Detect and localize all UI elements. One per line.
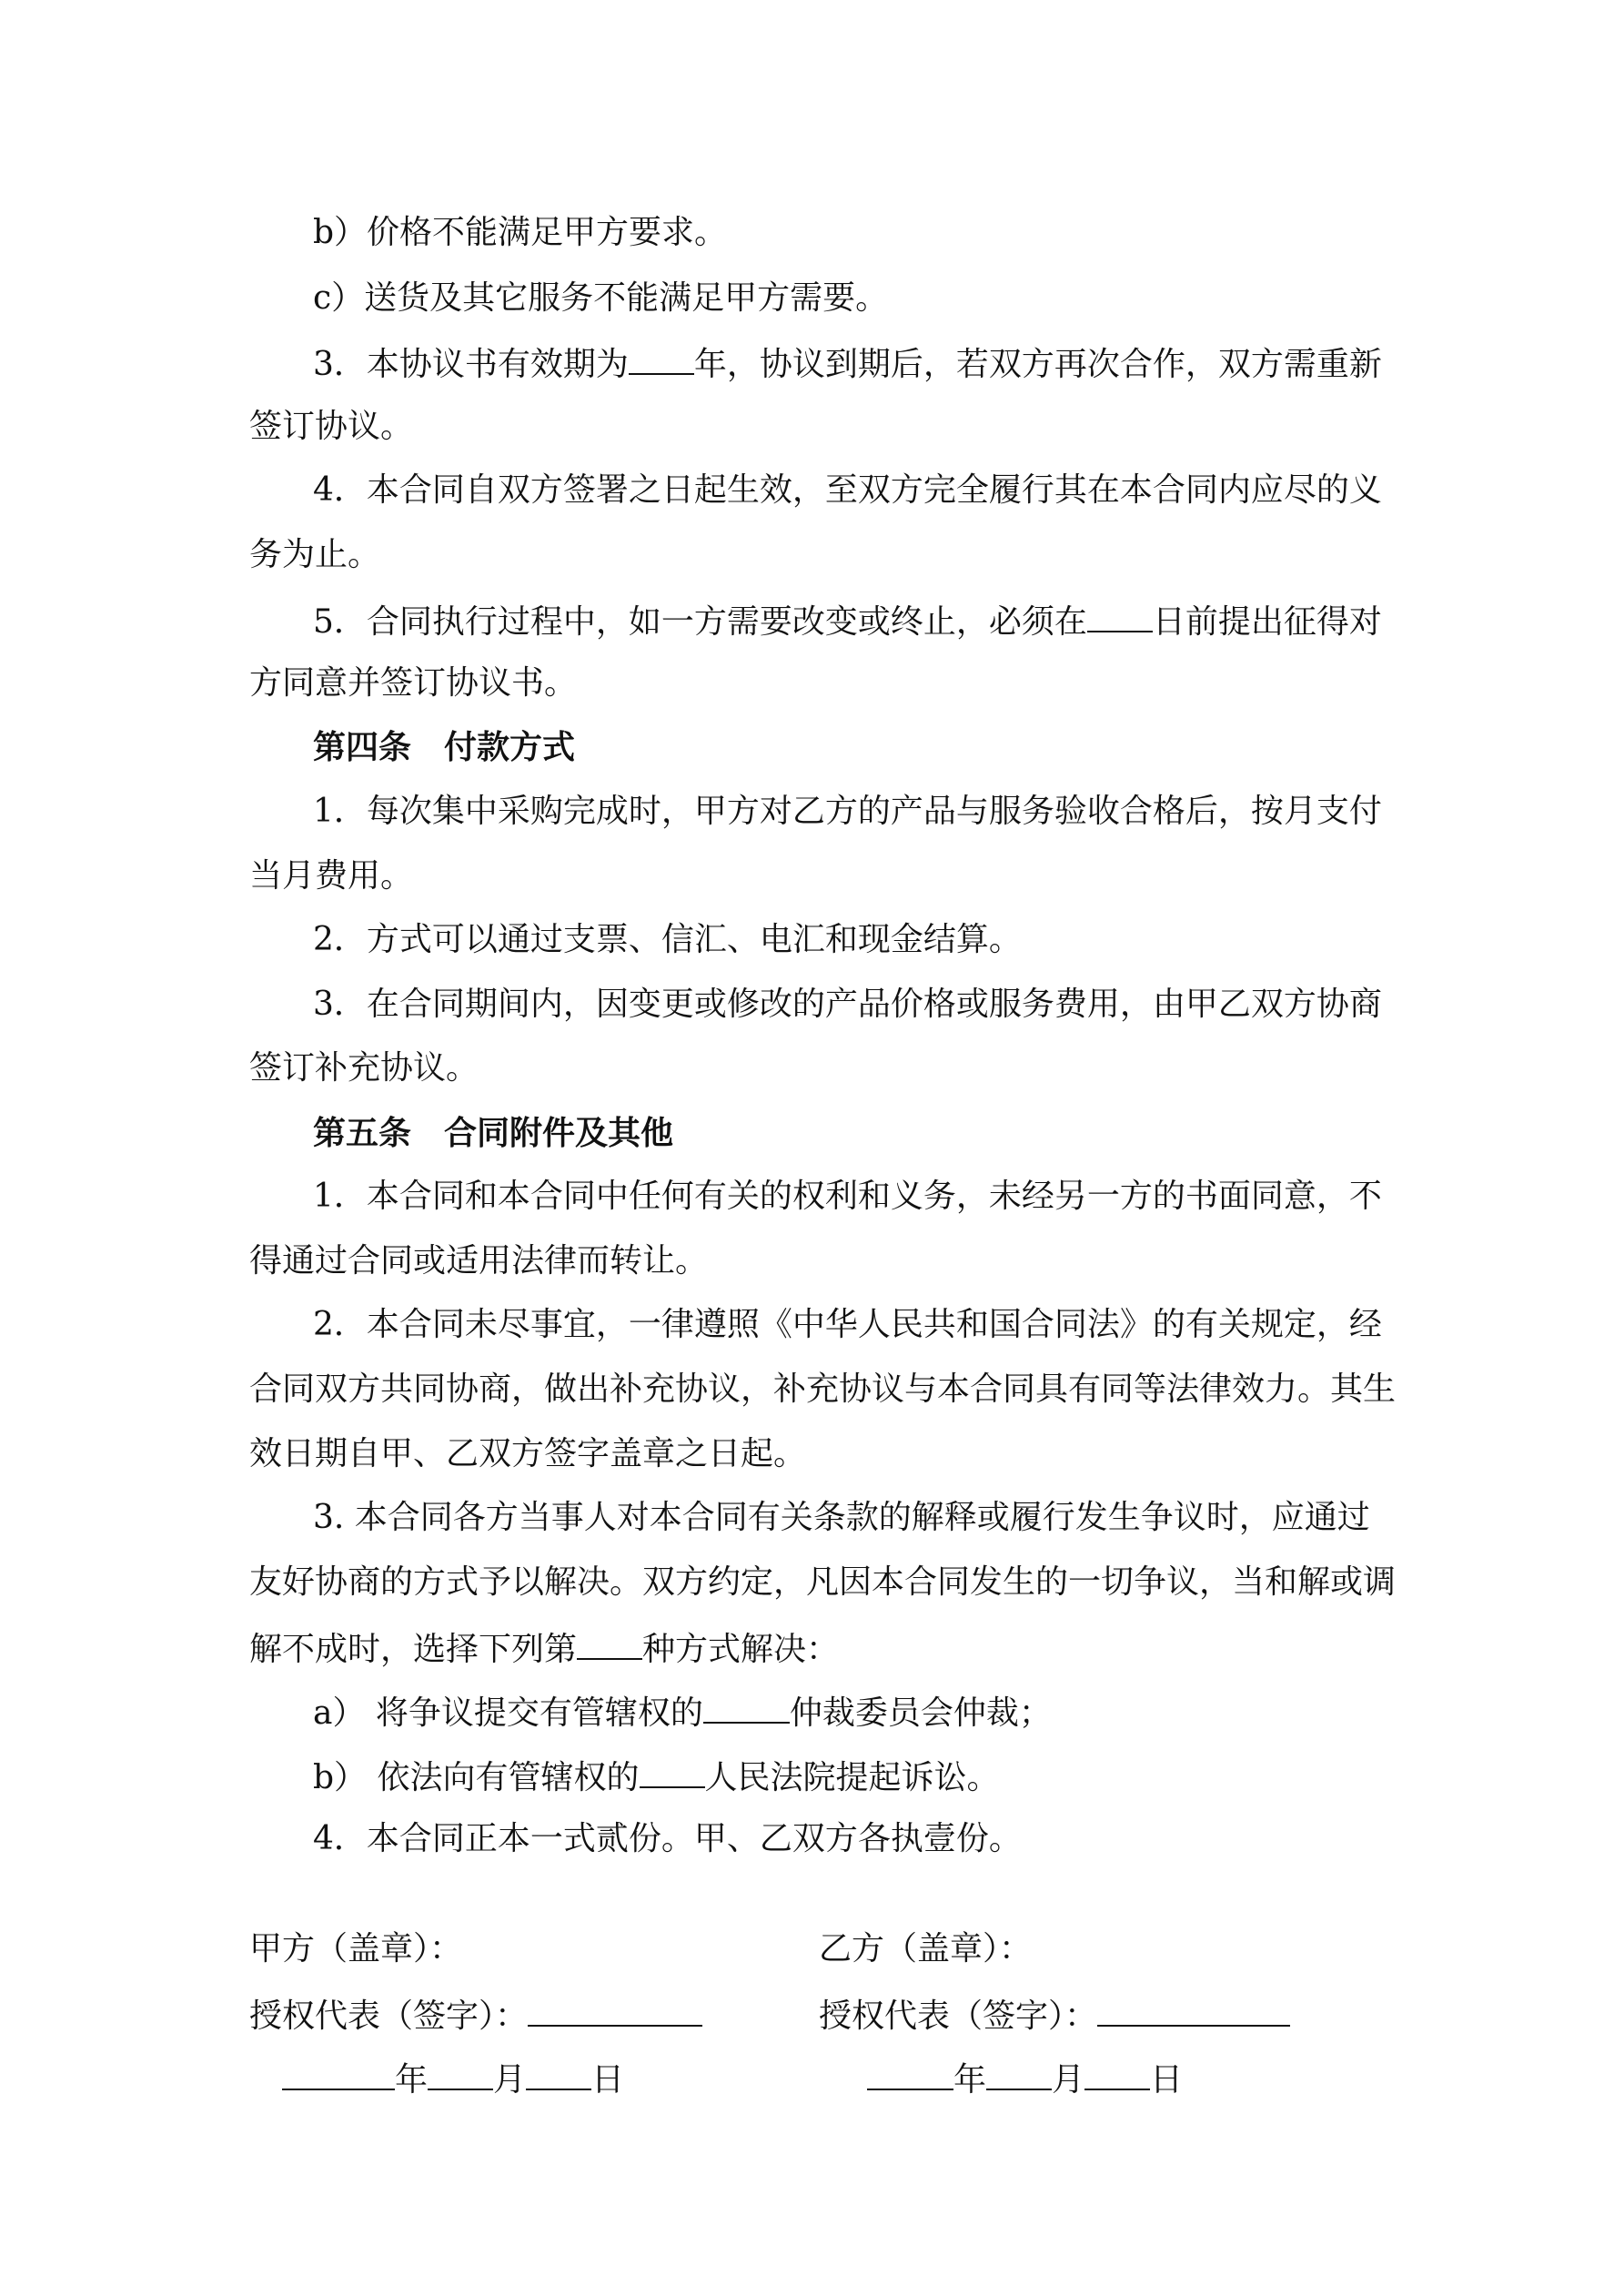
text-line: 甲方（盖章）： <box>249 1930 463 1967</box>
text-line: 务为止。 <box>249 536 381 573</box>
clause-5-option-a <box>313 1693 1052 1732</box>
party-b-month-field[interactable] <box>986 2059 1052 2090</box>
text-line: 得通过合同或适用法律而转让。 <box>249 1242 709 1279</box>
party-a-date <box>282 2059 624 2099</box>
text-line: 年 <box>953 2061 987 2099</box>
text-line: 3．本协议书有效期为 <box>313 346 629 383</box>
text-line: 仲裁委员会仲裁； <box>789 1694 1052 1732</box>
text-line: 当月费用。 <box>249 857 414 895</box>
party-a-day-field[interactable] <box>526 2059 591 2090</box>
party-a-seal <box>249 1931 462 1967</box>
clause-3-item-c <box>313 280 888 317</box>
text-line: 1．每次集中采购完成时，甲方对乙方的产品与服务验收合格后，按月支付 <box>313 793 1382 830</box>
party-b-representative <box>819 1996 1290 2035</box>
text-line: 3．在合同期间内，因变更或修改的产品价格或服务费用，由甲乙双方协商 <box>313 986 1382 1023</box>
clause-3-point-5 <box>313 602 1382 641</box>
text-line: 日 <box>1150 2061 1184 2099</box>
clause-5-point-2-cont-2 <box>249 1436 806 1472</box>
text-line: b）价格不能满足甲方要求。 <box>313 214 728 251</box>
text-line: 授权代表（签字）： <box>819 1998 1098 2035</box>
heading-text: 第四条 付款方式 <box>313 728 576 766</box>
party-a-representative <box>249 1996 702 2035</box>
text-line: 效日期自甲、乙双方签字盖章之日起。 <box>249 1435 807 1472</box>
text-line: 4．本合同正本一式贰份。甲、乙双方各执壹份。 <box>313 1820 1022 1857</box>
heading-text: 第五条 合同附件及其他 <box>313 1114 674 1152</box>
text-line: 年 <box>395 2061 429 2099</box>
party-b-seal <box>819 1931 1032 1967</box>
clause-4-point-1-cont <box>249 858 413 895</box>
text-line: 解不成时，选择下列第 <box>249 1631 578 1668</box>
fill-blank-arbitration[interactable] <box>703 1693 790 1724</box>
text-line: 2．方式可以通过支票、信汇、电汇和现金结算。 <box>313 921 1022 958</box>
text-line: a） 将争议提交有管辖权的 <box>313 1694 703 1732</box>
clause-5-option-b <box>313 1757 1000 1796</box>
text-line: c）送货及其它服务不能满足甲方需要。 <box>313 279 889 317</box>
clause-5-point-1-cont <box>249 1243 708 1279</box>
article-4-heading <box>313 729 575 765</box>
text-line: 1．本合同和本合同中任何有关的权利和义务，未经另一方的书面同意，不 <box>313 1178 1382 1215</box>
clause-3-item-b <box>313 215 727 251</box>
clause-5-point-3 <box>313 1500 1370 1536</box>
article-5-heading <box>313 1115 673 1151</box>
clause-4-point-3-cont <box>249 1050 479 1087</box>
fill-blank-court[interactable] <box>640 1757 705 1788</box>
text-line: 人民法院提起诉讼。 <box>704 1759 1000 1796</box>
clause-5-point-2 <box>313 1307 1382 1343</box>
clause-5-point-1 <box>313 1178 1382 1215</box>
party-b-date <box>867 2059 1183 2099</box>
text-line: 合同双方共同协商，做出补充协议，补充协议与本合同具有同等法律效力。其生 <box>249 1371 1397 1408</box>
clause-5-point-3-cont-2 <box>249 1629 839 1668</box>
fill-blank-days[interactable] <box>1087 602 1153 632</box>
party-b-signature-field[interactable] <box>1097 1996 1290 2027</box>
clause-4-point-3 <box>313 986 1382 1023</box>
party-a-month-field[interactable] <box>428 2059 493 2090</box>
fill-blank-years[interactable] <box>629 344 694 375</box>
clause-5-point-2-cont-1 <box>249 1371 1396 1408</box>
text-line: b） 依法向有管辖权的 <box>313 1759 640 1796</box>
text-line: 签订补充协议。 <box>249 1049 479 1087</box>
clause-3-point-4-cont <box>249 537 380 573</box>
text-line: 4．本合同自双方签署之日起生效，至双方完全履行其在本合同内应尽的义 <box>313 471 1382 509</box>
text-line: 日 <box>591 2061 625 2099</box>
text-line: 3. 本合同各方当事人对本合同有关条款的解释或履行发生争议时，应通过 <box>313 1499 1370 1536</box>
party-b-day-field[interactable] <box>1084 2059 1150 2090</box>
text-line: 乙方（盖章）： <box>819 1930 1033 1967</box>
text-line: 月 <box>493 2061 527 2099</box>
clause-3-point-5-cont <box>249 665 577 702</box>
text-line: 方同意并签订协议书。 <box>249 664 578 702</box>
text-line: 签订协议。 <box>249 408 414 445</box>
party-a-signature-field[interactable] <box>528 1996 702 2027</box>
text-line: 月 <box>1052 2061 1085 2099</box>
text-line: 2．本合同未尽事宜，一律遵照《中华人民共和国合同法》的有关规定，经 <box>313 1306 1382 1343</box>
text-line: 授权代表（签字）： <box>249 1998 529 2035</box>
clause-4-point-2 <box>313 922 1022 958</box>
party-a-year-field[interactable] <box>282 2059 395 2090</box>
clause-3-point-4 <box>313 472 1382 509</box>
clause-5-point-3-cont-1 <box>249 1564 1396 1601</box>
text-line: 友好协商的方式予以解决。双方约定，凡因本合同发生的一切争议，当和解或调 <box>249 1563 1397 1601</box>
party-b-year-field[interactable] <box>867 2059 953 2090</box>
text-line: 年，协议到期后，若双方再次合作，双方需重新 <box>693 346 1382 383</box>
fill-blank-option[interactable] <box>577 1629 642 1660</box>
clause-4-point-1 <box>313 794 1382 830</box>
text-line: 5．合同执行过程中，如一方需要改变或终止，必须在 <box>313 603 1087 641</box>
clause-5-point-4 <box>313 1821 1022 1857</box>
clause-3-point-3 <box>313 344 1382 383</box>
text-line: 种方式解决： <box>642 1631 840 1668</box>
text-line: 日前提出征得对 <box>1152 603 1382 641</box>
clause-3-point-3-cont <box>249 409 413 445</box>
